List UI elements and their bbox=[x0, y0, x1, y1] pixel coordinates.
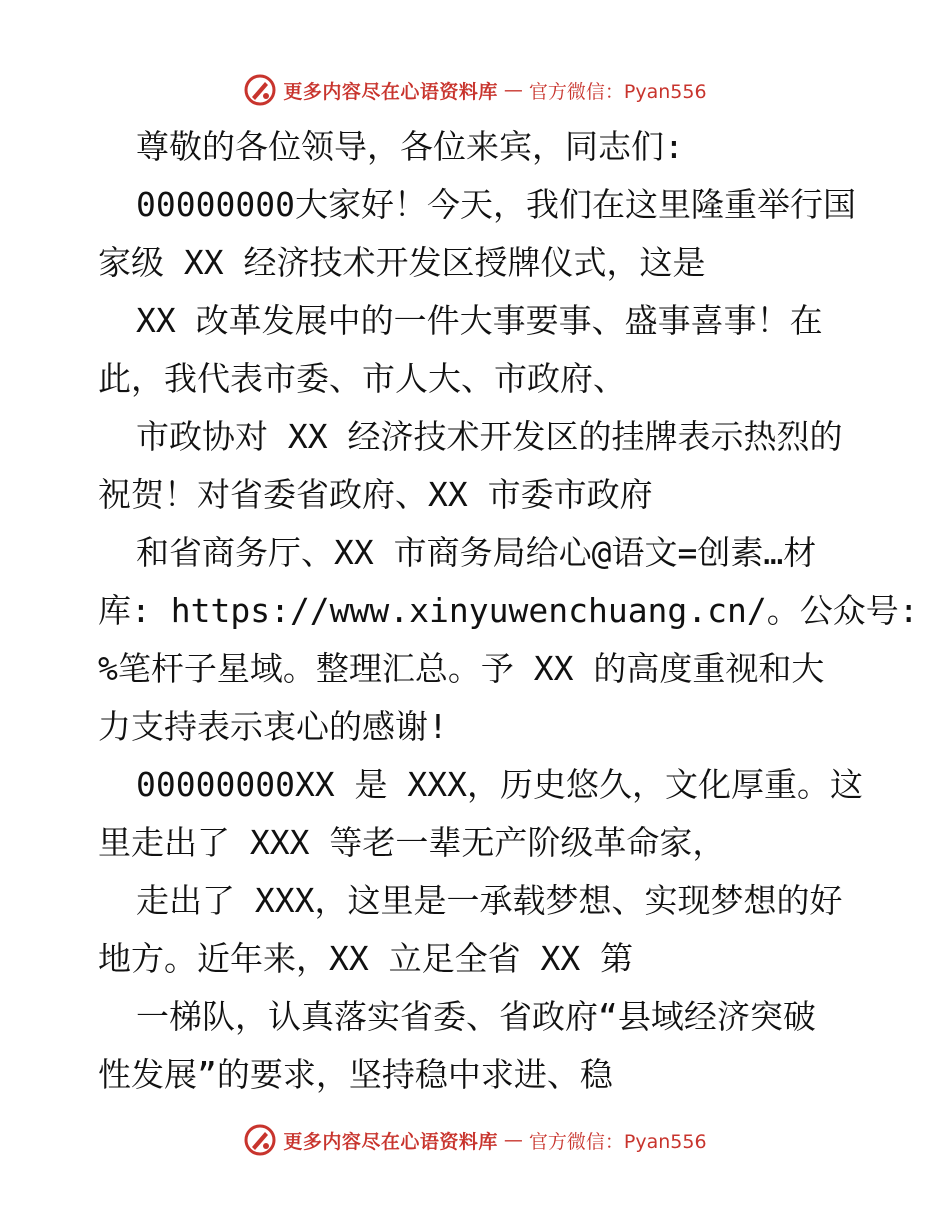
document-line: 库: https://www.xinyuwenchuang.cn/。公众号: bbox=[98, 591, 919, 630]
document-line: 地方。近年来，XX 立足全省 XX 第 bbox=[98, 939, 634, 978]
watermark-brand-text: 更多内容尽在心语资料库 bbox=[283, 80, 498, 103]
header-watermark bbox=[0, 70, 950, 110]
logo-emblem-icon bbox=[243, 1123, 277, 1157]
document-line: 00000000XX 是 XXX，历史悠久，文化厚重。这 bbox=[136, 765, 864, 804]
document-line: 市政协对 XX 经济技术开发区的挂牌表示热烈的 bbox=[136, 417, 843, 456]
watermark-account-text: 官方微信：Pyan556 bbox=[528, 1130, 707, 1153]
document-line: 力支持表示衷心的感谢! bbox=[98, 707, 448, 746]
document-line: 走出了 XXX，这里是一承载梦想、实现梦想的好 bbox=[136, 881, 843, 920]
watermark-brand-text: 更多内容尽在心语资料库 bbox=[283, 1130, 498, 1153]
document-line: 里走出了 XXX 等老一辈无产阶级革命家， bbox=[98, 823, 726, 862]
watermark-account-text: 官方微信：Pyan556 bbox=[528, 80, 707, 103]
document-line: 家级 XX 经济技术开发区授牌仪式，这是 bbox=[98, 243, 706, 282]
document-line: 和省商务厅、XX 市商务局给心@语文=创素…材 bbox=[136, 533, 817, 572]
document-line: 尊敬的各位领导，各位来宾，同志们: bbox=[136, 127, 684, 166]
watermark-dash: — bbox=[503, 1129, 523, 1151]
footer-watermark bbox=[0, 1120, 950, 1160]
watermark-dash: — bbox=[503, 79, 523, 101]
document-line: 00000000大家好！今天，我们在这里隆重举行国 bbox=[136, 185, 856, 224]
document-line: 性发展”的要求，坚持稳中求进、稳 bbox=[98, 1055, 613, 1094]
document-body bbox=[98, 118, 919, 1104]
logo-emblem-icon bbox=[243, 73, 277, 107]
document-line: 此，我代表市委、市人大、市政府、 bbox=[98, 359, 626, 398]
document-line: 祝贺！对省委省政府、XX 市委市政府 bbox=[98, 475, 653, 514]
document-line: 一梯队，认真落实省委、省政府“县域经济突破 bbox=[136, 997, 816, 1036]
document-line: %笔杆子星域。整理汇总。予 XX 的高度重视和大 bbox=[98, 649, 825, 688]
document-line: XX 改革发展中的一件大事要事、盛事喜事！在 bbox=[136, 301, 823, 340]
